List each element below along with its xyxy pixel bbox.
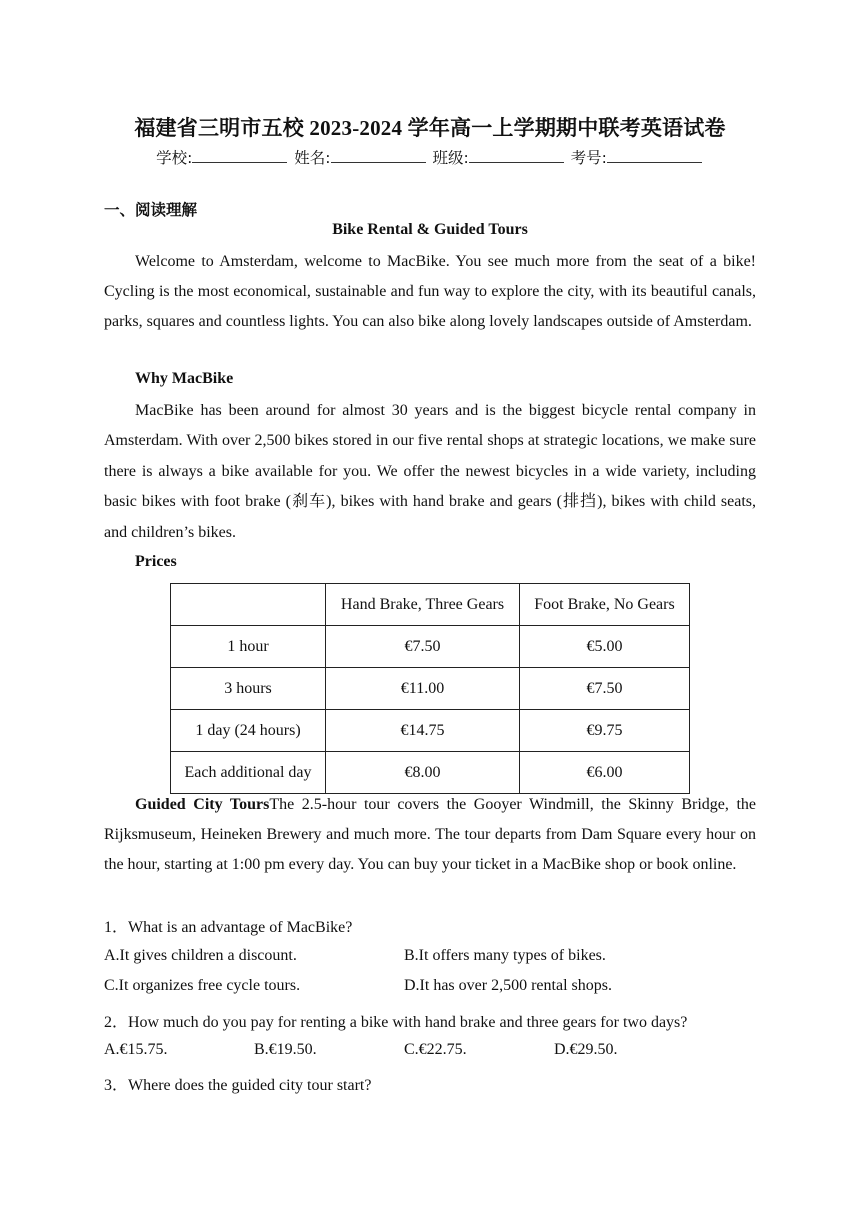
question-1-option-c[interactable]: C.It organizes free cycle tours. [104,977,301,994]
table-cell: €14.75 [326,710,520,752]
table-cell: €7.50 [326,626,520,668]
question-3-stem: 3．Where does the guided city tour start? [104,1077,372,1094]
table-header-cell: Hand Brake, Three Gears [326,584,520,626]
article-title: Bike Rental & Guided Tours [332,221,528,238]
class-label: 班级: [432,149,469,167]
why-heading: Why MacBike [135,370,234,387]
why-paragraph: MacBike has been around for almost 30 years and is the biggest bicycle rental company in Amsterdam. With over 2,500 bikes stored in our five rental shops at strategic locations, we make sure there is always a bike available for you. We offer the newest bicycles in a wide variety, including basic bikes with foot brake (刹车), bikes with hand brake and gears (排挡), bikes with child seats, and children’s bikes. [104,402,756,541]
tours-heading: Guided City Tours [135,796,270,813]
table-cell: €6.00 [520,752,690,794]
school-blank[interactable] [192,148,287,163]
question-2-option-a[interactable]: A.€15.75. [104,1041,168,1058]
table-row [171,752,690,794]
table-cell: 1 day (24 hours) [171,710,326,752]
table-cell: 3 hours [171,668,326,710]
table-row [171,626,690,668]
tours-paragraph [104,790,756,879]
exam-number-label: 考号: [570,149,607,167]
table-header-cell [171,584,326,626]
tours-text: The 2.5-hour tour covers the Gooyer Windmill, the Skinny Bridge, the Rijksmuseum, Heineken Brewery and much more. The tour departs from Dam Square every hour on the hour, starting at 1:00 pm every day. You can buy your ticket in a MacBike shop or book online. [104,796,757,873]
intro-paragraph: Welcome to Amsterdam, welcome to MacBike. You see much more from the seat of a bike! Cycling is the most economical, sustainable and fun way to explore the city, with its beautiful canals, parks, squares and countless lights. You can also bike along lovely landscapes outside of Amsterdam. [104,253,756,330]
school-label: 学校: [156,149,193,167]
question-2-option-d[interactable]: D.€29.50. [554,1041,618,1058]
table-cell: Each additional day [171,752,326,794]
price-table [170,583,690,794]
table-header-cell: Foot Brake, No Gears [520,584,690,626]
name-label: 姓名: [294,149,331,167]
name-blank[interactable] [331,148,426,163]
question-2-option-c[interactable]: C.€22.75. [404,1041,467,1058]
question-1-stem: 1．What is an advantage of MacBike? [104,919,353,936]
table-cell: 1 hour [171,626,326,668]
question-1-option-a[interactable]: A.It gives children a discount. [104,947,297,964]
exam-number-blank[interactable] [607,148,702,163]
question-1-option-d[interactable]: D.It has over 2,500 rental shops. [404,977,612,994]
section-heading: 一、阅读理解 [104,201,198,219]
table-cell: €9.75 [520,710,690,752]
page-title: 福建省三明市五校 2023-2024 学年高一上学期期中联考英语试卷 [134,116,726,140]
table-row [171,668,690,710]
table-cell: €8.00 [326,752,520,794]
question-2-option-b[interactable]: B.€19.50. [254,1041,317,1058]
table-cell: €5.00 [520,626,690,668]
student-info-line [0,146,860,168]
class-blank[interactable] [469,148,564,163]
table-row [171,710,690,752]
prices-heading: Prices [135,553,177,570]
question-2-stem: 2．How much do you pay for renting a bike with hand brake and three gears for two days? [104,1014,688,1031]
table-cell: €7.50 [520,668,690,710]
table-header-row [171,584,690,626]
table-cell: €11.00 [326,668,520,710]
question-1-option-b[interactable]: B.It offers many types of bikes. [404,947,606,964]
